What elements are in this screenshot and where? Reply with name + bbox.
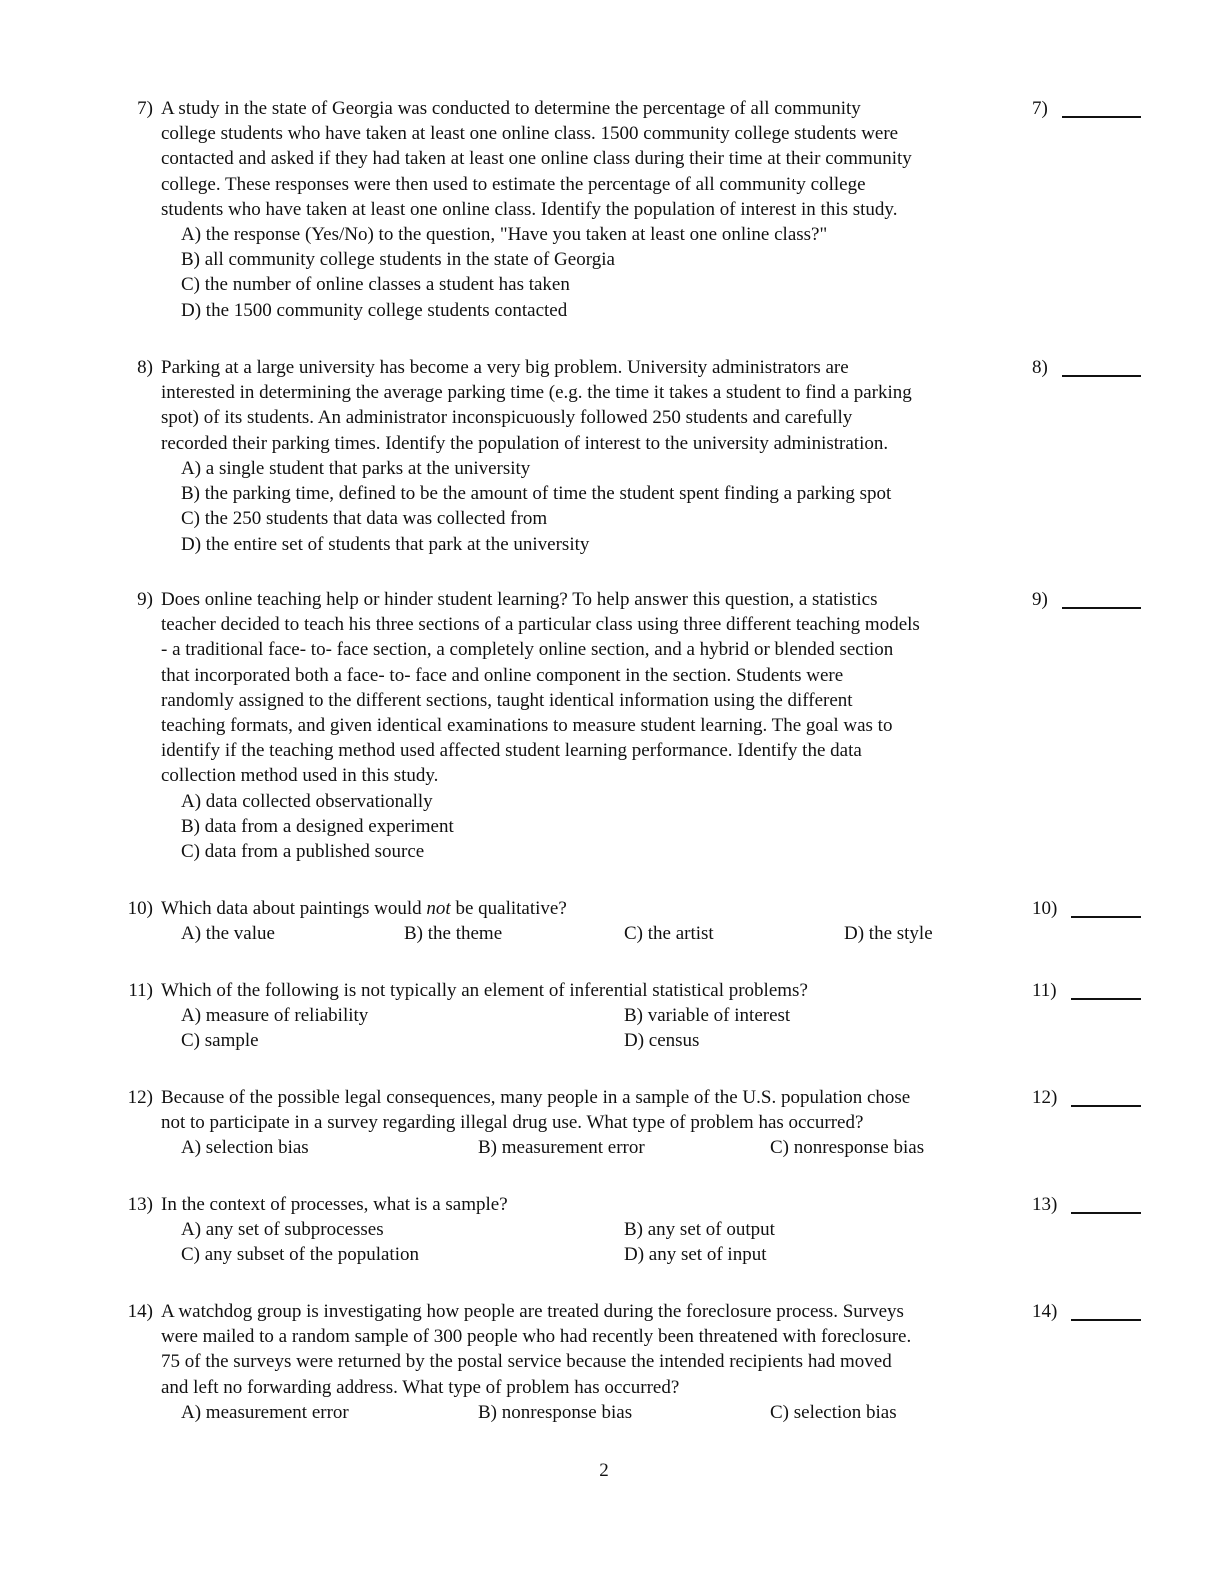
- text-line: 75 of the surveys were returned by the postal service because the intended recipients had moved: [161, 1351, 892, 1373]
- answer-number: 10): [1032, 898, 1058, 919]
- answer-number: 8): [1032, 357, 1048, 378]
- option-a: A) the response (Yes/No) to the question, "Have you taken at least one online class?": [181, 224, 828, 245]
- option-c: C) the artist: [624, 923, 714, 944]
- option-b: B) the parking time, defined to be the amount of time the student spent finding a parking spot: [181, 483, 892, 505]
- option-b: B) variable of interest: [624, 1005, 791, 1026]
- answer-options: [181, 222, 827, 323]
- text-line: contacted and asked if they had taken at least one online class during their time at their community: [161, 148, 912, 170]
- text-line: teaching formats, and given identical examinations to measure student learning. The goal was to: [161, 715, 893, 737]
- option-a: A) a single student that parks at the university: [181, 458, 531, 479]
- question-text: [161, 355, 1016, 456]
- text-line: identify if the teaching method used affected student learning performance. Identify the data: [161, 740, 862, 762]
- option-a: A) measure of reliability: [181, 1005, 369, 1026]
- option-b: B) nonresponse bias: [478, 1402, 633, 1423]
- answer-options: [181, 789, 454, 865]
- text-line: not to participate in a survey regarding illegal drug use. What type of problem has occurred?: [161, 1112, 864, 1134]
- option-d: D) the entire set of students that park at the university: [181, 533, 590, 555]
- answer-blank[interactable]: [1062, 116, 1141, 118]
- answer-number: 12): [1032, 1087, 1058, 1108]
- option-a: A) measurement error: [181, 1402, 349, 1423]
- answer-options: [181, 456, 891, 557]
- text-line: Because of the possible legal consequences, many people in a sample of the U.S. population chose: [161, 1087, 911, 1108]
- text-line: college. These responses were then used to estimate the percentage of all community college: [161, 173, 866, 195]
- question-number: 14): [127, 1301, 153, 1322]
- question-number: 9): [137, 589, 153, 610]
- option-b: B) measurement error: [478, 1137, 645, 1158]
- text-line: A watchdog group is investigating how people are treated during the foreclosure process. Surveys: [161, 1301, 904, 1322]
- option-b: B) any set of output: [624, 1219, 775, 1240]
- option-c: C) the number of online classes a student has taken: [181, 274, 570, 296]
- option-c: C) the 250 students that data was collected from: [181, 508, 548, 530]
- option-c: C) sample: [181, 1030, 259, 1051]
- text-line: interested in determining the average parking time (e.g. the time it takes a student to find a parking: [161, 382, 912, 404]
- answer-number: 13): [1032, 1194, 1058, 1215]
- answer-number: 9): [1032, 589, 1048, 610]
- option-d: D) the style: [844, 923, 933, 944]
- option-a: A) selection bias: [181, 1137, 309, 1158]
- question-text: [161, 896, 1016, 921]
- emphasis-not: not: [426, 898, 451, 919]
- text-line: were mailed to a random sample of 300 people who had recently been threatened with foreclosure.: [161, 1326, 912, 1348]
- answer-blank[interactable]: [1071, 998, 1141, 1000]
- text-line: college students who have taken at least one online class. 1500 community college students were: [161, 123, 899, 145]
- question-number: 12): [127, 1087, 153, 1108]
- option-d: D) any set of input: [624, 1244, 767, 1265]
- answer-blank[interactable]: [1062, 607, 1141, 609]
- question-number: 11): [128, 980, 153, 1001]
- text-line: randomly assigned to the different sections, taught identical information using the different: [161, 689, 853, 711]
- option-b: B) all community college students in the state of Georgia: [181, 249, 615, 271]
- question-text-start: Which data about paintings would: [161, 898, 427, 919]
- answer-number: 7): [1032, 98, 1048, 119]
- text-line: Parking at a large university has become a very big problem. University administrators are: [161, 357, 849, 378]
- answer-number: 11): [1032, 980, 1057, 1001]
- question-text: [161, 96, 1016, 222]
- option-a: A) data collected observationally: [181, 791, 433, 812]
- answer-blank[interactable]: [1062, 375, 1141, 377]
- text-line: teacher decided to teach his three sections of a particular class using three different teaching models: [161, 614, 920, 636]
- page-number: 2: [599, 1460, 609, 1481]
- question-number: 8): [137, 357, 153, 378]
- answer-number: 14): [1032, 1301, 1058, 1322]
- option-b: B) the theme: [404, 923, 503, 944]
- option-c: C) data from a published source: [181, 841, 425, 863]
- text-line: Does online teaching help or hinder student learning? To help answer this question, a statistics: [161, 589, 878, 610]
- text-line: students who have taken at least one online class. Identify the population of interest in this study.: [161, 198, 898, 220]
- answer-blank[interactable]: [1071, 916, 1141, 918]
- option-d: D) the 1500 community college students contacted: [181, 299, 568, 321]
- question-text: In the context of processes, what is a sample?: [161, 1194, 508, 1215]
- option-c: C) any subset of the population: [181, 1244, 419, 1265]
- answer-blank[interactable]: [1071, 1319, 1141, 1321]
- text-line: A study in the state of Georgia was conducted to determine the percentage of all community: [161, 98, 861, 119]
- question-text: [161, 587, 1016, 789]
- question-text: Which of the following is not typically an element of inferential statistical problems?: [161, 980, 808, 1001]
- option-c: C) nonresponse bias: [770, 1137, 925, 1158]
- question-text-end: be qualitative?: [450, 898, 567, 919]
- option-c: C) selection bias: [770, 1402, 897, 1423]
- option-a: A) the value: [181, 923, 275, 944]
- question-number: 10): [127, 898, 153, 919]
- question-text: [161, 1299, 1016, 1400]
- option-a: A) any set of subprocesses: [181, 1219, 384, 1240]
- answer-blank[interactable]: [1071, 1105, 1141, 1107]
- question-text: [161, 1085, 1016, 1135]
- text-line: recorded their parking times. Identify the population of interest to the university administration.: [161, 432, 889, 454]
- text-line: and left no forwarding address. What type of problem has occurred?: [161, 1376, 680, 1398]
- text-line: collection method used in this study.: [161, 765, 439, 787]
- question-number: 7): [137, 98, 153, 119]
- question-number: 13): [127, 1194, 153, 1215]
- text-line: - a traditional face- to- face section, a completely online section, and a hybrid or blended section: [161, 639, 894, 661]
- answer-blank[interactable]: [1071, 1212, 1141, 1214]
- option-d: D) census: [624, 1030, 700, 1051]
- option-b: B) data from a designed experiment: [181, 816, 454, 838]
- text-line: spot) of its students. An administrator inconspicuously followed 250 students and carefully: [161, 407, 853, 429]
- text-line: that incorporated both a face- to- face and online component in the section. Students were: [161, 664, 844, 686]
